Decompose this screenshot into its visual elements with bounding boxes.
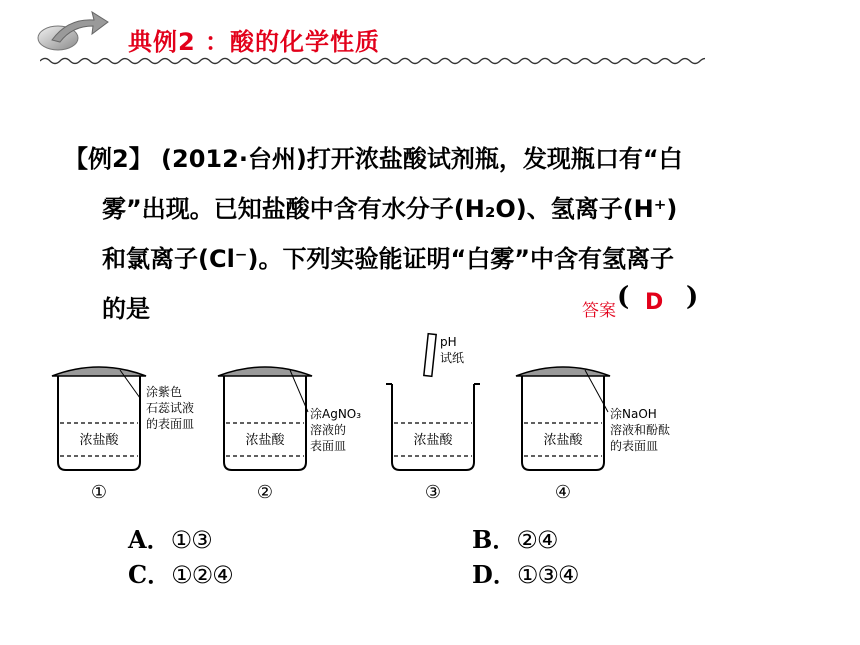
reagent-label-4-line-1: 涂NaOH — [610, 407, 657, 421]
reagent-label-3-line-1: pH — [440, 335, 457, 349]
option-d-value: ①③④ — [516, 561, 579, 589]
ph-paper-strip — [424, 334, 436, 377]
watch-glass-1 — [52, 367, 146, 376]
option-a[interactable] — [128, 520, 212, 555]
beaker-1 — [52, 367, 194, 503]
question-text — [64, 134, 824, 334]
reagent-label-2-line-3: 表面皿 — [310, 439, 347, 453]
answer-paren-close: ) — [686, 282, 699, 312]
option-b-value: ②④ — [516, 526, 558, 554]
figure-number-3: ③ — [424, 482, 442, 503]
beaker-4 — [516, 367, 670, 503]
reagent-label-4-line-2: 溶液和酚酞 — [610, 423, 671, 437]
reagent-label-3-line-2: 试纸 — [440, 351, 465, 365]
answer-label: 答案 — [582, 301, 616, 321]
watch-glass-2 — [218, 367, 312, 376]
question-line-1: 【例2】 (2012·台州)打开浓盐酸试剂瓶，发现瓶口有“白 — [64, 145, 683, 173]
figure-number-2: ② — [256, 482, 274, 503]
beaker-3 — [386, 334, 480, 503]
option-c[interactable] — [128, 555, 233, 590]
option-d-letter: D． — [472, 560, 517, 589]
beaker-2 — [218, 367, 361, 503]
question-line-2: 雾”出现。已知盐酸中含有水分子(H₂O)、氢离子(H⁺) — [102, 195, 678, 223]
arrow-icon — [34, 8, 110, 52]
liquid-label-2: 浓盐酸 — [245, 433, 285, 448]
question-line-4: 的是 — [102, 295, 150, 323]
option-a-letter: A． — [128, 525, 171, 554]
liquid-label-3: 浓盐酸 — [413, 433, 453, 448]
reagent-label-1-line-3: 的表面皿 — [146, 417, 195, 431]
slide-title: 典例2 ：酸的化学性质 — [128, 28, 381, 56]
option-c-value: ①②④ — [171, 561, 233, 589]
reagent-label-1-line-2: 石蕊试液 — [146, 401, 195, 415]
option-c-letter: C． — [128, 560, 172, 589]
liquid-label-1: 浓盐酸 — [79, 433, 119, 448]
liquid-label-4: 浓盐酸 — [543, 433, 583, 448]
figure-number-1: ① — [90, 482, 108, 503]
experiment-figure — [40, 330, 680, 510]
wavy-divider — [40, 56, 705, 66]
reagent-label-2-line-1: 涂AgNO₃ — [310, 407, 362, 421]
reagent-label-4-line-3: 的表面皿 — [610, 439, 659, 453]
figure-number-4: ④ — [554, 482, 572, 503]
reagent-label-2-line-2: 溶液的 — [310, 423, 347, 437]
option-a-value: ①③ — [170, 526, 212, 554]
answer-paren-open: ( — [617, 282, 630, 312]
question-line-3: 和氯离子(Cl⁻)。下列实验能证明“白雾”中含有氢离子 — [102, 245, 674, 273]
watch-glass-4 — [516, 367, 610, 376]
reagent-label-1-line-1: 涂紫色 — [146, 385, 183, 399]
option-b-letter: B． — [472, 525, 517, 554]
option-b[interactable] — [472, 520, 557, 555]
answer-value: D — [645, 290, 664, 315]
option-d[interactable] — [472, 555, 578, 590]
